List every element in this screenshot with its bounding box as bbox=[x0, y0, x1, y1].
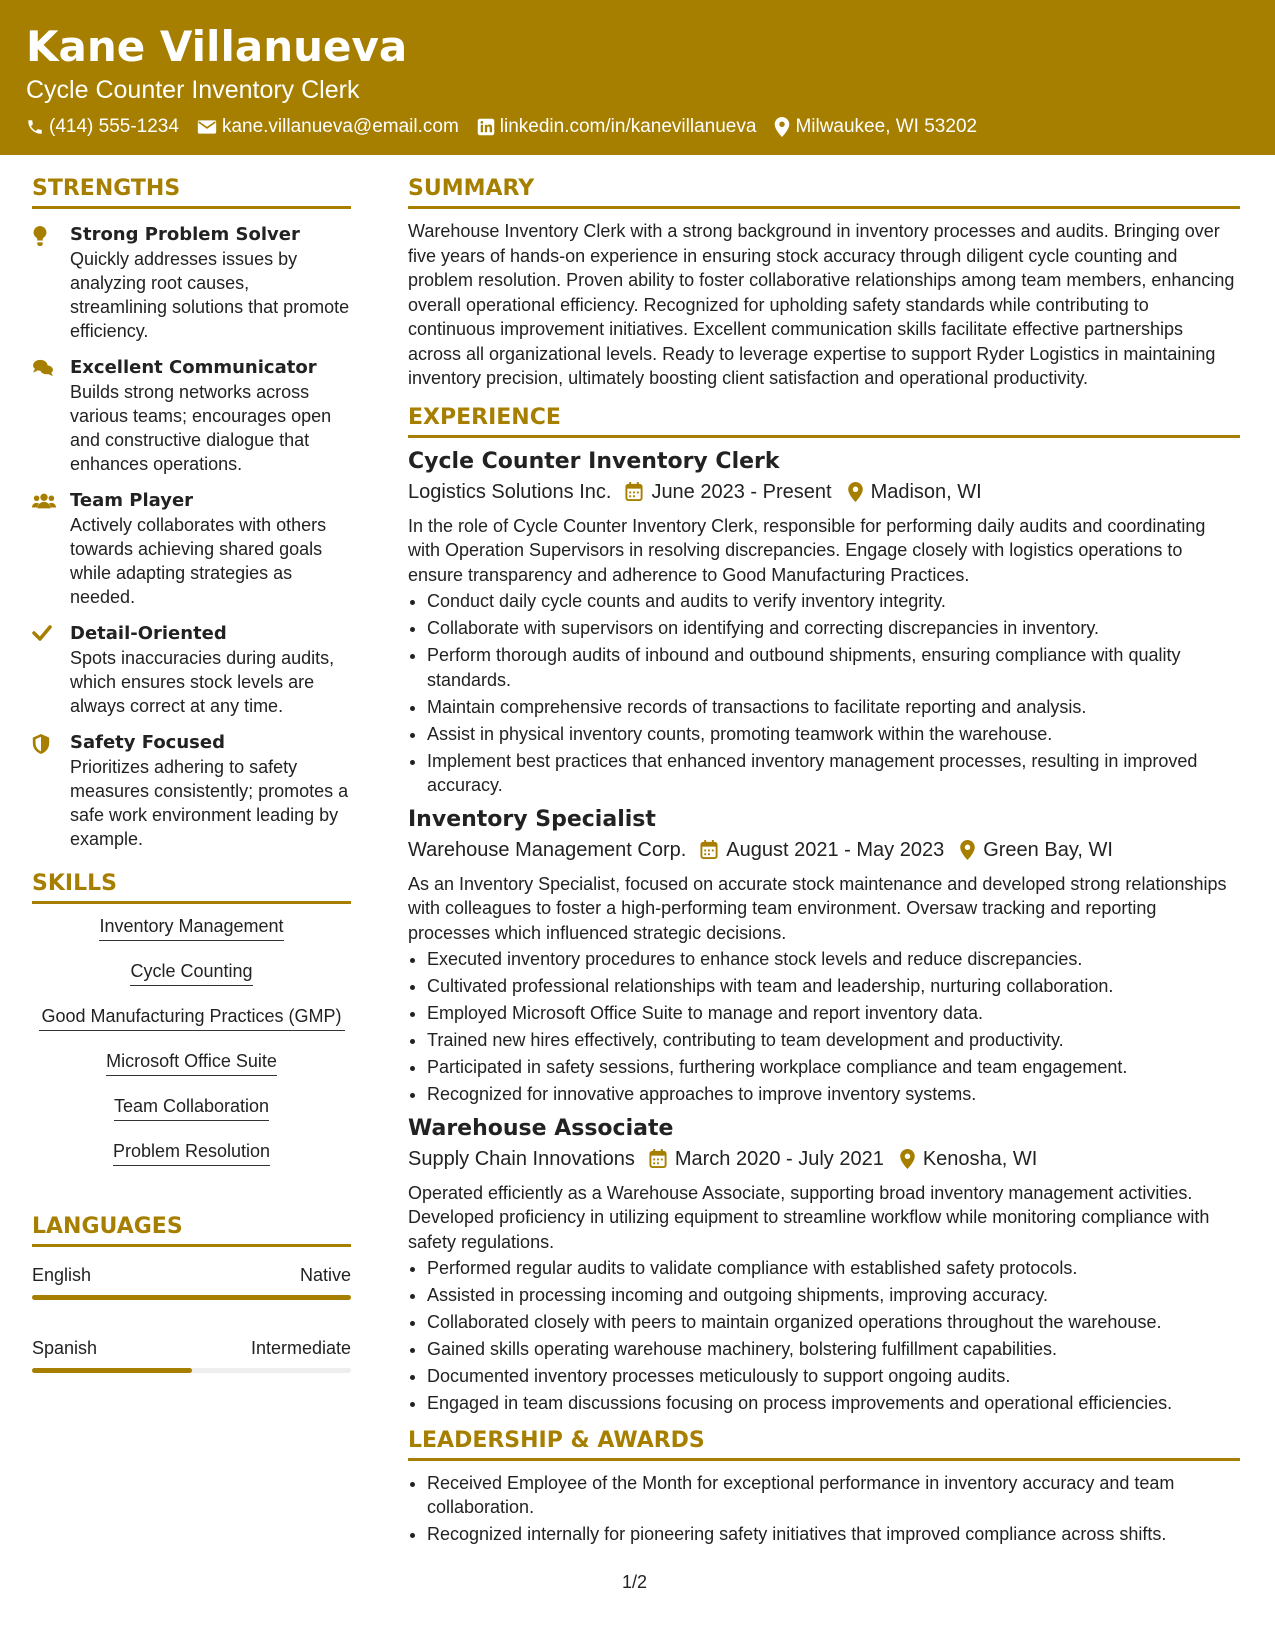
map-pin-icon bbox=[774, 117, 790, 137]
strengths-heading: STRENGTHS bbox=[32, 176, 351, 209]
contact-linkedin[interactable] bbox=[477, 116, 757, 138]
job-description: As an Inventory Specialist, focused on accurate stock maintenance and developed strong relationships with colleagues to foster a high-performing team environment. Oversaw tracking and reporting processes which influenced strategic decisions. bbox=[408, 873, 1227, 943]
job-dates: March 2020 - July 2021 bbox=[674, 1147, 884, 1170]
job-bullets bbox=[408, 1256, 1240, 1416]
candidate-role: Cycle Counter Inventory Clerk bbox=[26, 76, 360, 104]
strength-title: Excellent Communicator bbox=[70, 357, 317, 378]
map-pin-icon bbox=[848, 482, 863, 502]
job-company: Supply Chain Innovations bbox=[408, 1147, 635, 1170]
language-item bbox=[32, 1336, 351, 1373]
skill-item: Good Manufacturing Practices (GMP) bbox=[39, 1004, 345, 1031]
strength-desc: Spots inaccuracies during audits, which ensures stock levels are always correct at any time. bbox=[70, 648, 335, 716]
job-title: Cycle Counter Inventory Clerk bbox=[408, 448, 780, 474]
job-location: Madison, WI bbox=[870, 480, 982, 503]
language-name: Spanish bbox=[32, 1338, 98, 1358]
strength-desc: Prioritizes adhering to safety measures consistently; promotes a safe work environment leading by example. bbox=[70, 757, 349, 849]
linkedin-text: linkedin.com/in/kanevillanueva bbox=[499, 116, 757, 137]
location-text: Milwaukee, WI 53202 bbox=[795, 116, 978, 137]
strength-item bbox=[32, 223, 351, 343]
linkedin-icon bbox=[477, 118, 495, 136]
job-title: Inventory Specialist bbox=[408, 806, 656, 832]
job-bullets bbox=[408, 589, 1240, 798]
phone-icon bbox=[26, 118, 44, 136]
summary-text: Warehouse Inventory Clerk with a strong background in inventory processes and audits. Bringing over five years of hands-on experience in ensuring stock accuracy through diligent cycle counting and problem resolution. Proven ability to foster collaborative relationships among team members, enhancing overall operational efficiency. Recognized for upholding safety standards while contributing to continuous improvement initiatives. Excellent communication skills facilitate effective partnerships across all organizational levels. Ready to leverage expertise to support Ryder Logistics in maintaining inventory precision, ultimately boosting client satisfaction and operational productivity. bbox=[408, 221, 1235, 388]
email-text: kane.villanueva@email.com bbox=[221, 116, 459, 137]
strength-item bbox=[32, 489, 351, 609]
job-bullet: • Engaged in team discussions focusing on process improvements and operational efficiencies. bbox=[427, 1391, 1240, 1416]
map-pin-icon bbox=[900, 1149, 915, 1169]
skills-list bbox=[32, 914, 351, 1184]
awards-heading: LEADERSHIP & AWARDS bbox=[408, 1428, 1240, 1461]
strength-item bbox=[32, 731, 351, 851]
skills-heading: SKILLS bbox=[32, 871, 351, 904]
strength-item bbox=[32, 622, 351, 718]
job-entry bbox=[408, 1115, 1240, 1416]
award-item: • Recognized internally for pioneering safety initiatives that improved compliance across shifts. bbox=[427, 1522, 1240, 1547]
language-level: Native bbox=[299, 1265, 351, 1285]
job-title: Warehouse Associate bbox=[408, 1115, 674, 1141]
job-entry bbox=[408, 806, 1240, 1107]
strength-title: Detail-Oriented bbox=[70, 623, 227, 644]
candidate-name: Kane Villanueva bbox=[26, 22, 408, 71]
language-item bbox=[32, 1263, 351, 1300]
shield-icon bbox=[32, 734, 50, 754]
contact-location bbox=[774, 116, 977, 138]
left-column bbox=[32, 176, 351, 1373]
job-bullet: • Conduct daily cycle counts and audits to verify inventory integrity. bbox=[427, 589, 1240, 614]
job-bullet: • Performed regular audits to validate compliance with established safety protocols. bbox=[427, 1256, 1240, 1281]
job-location: Green Bay, WI bbox=[983, 838, 1113, 861]
job-bullet: • Perform thorough audits of inbound and outbound shipments, ensuring compliance with quality standards. bbox=[427, 643, 1240, 692]
check-icon bbox=[32, 625, 52, 641]
strength-title: Team Player bbox=[70, 490, 194, 511]
language-proficiency-fill bbox=[32, 1368, 192, 1373]
contact-bar bbox=[26, 116, 995, 138]
language-proficiency-bar bbox=[32, 1368, 351, 1373]
page-number: 1/2 bbox=[622, 1572, 648, 1592]
job-bullet: • Collaborate with supervisors on identifying and correcting discrepancies in inventory. bbox=[427, 616, 1240, 641]
job-location: Kenosha, WI bbox=[922, 1147, 1038, 1170]
language-name: English bbox=[32, 1265, 92, 1285]
calendar-icon bbox=[700, 840, 718, 859]
job-bullet: • Maintain comprehensive records of transactions to facilitate reporting and analysis. bbox=[427, 695, 1240, 720]
strength-desc: Actively collaborates with others towards achieving shared goals while adapting strategies as needed. bbox=[70, 515, 327, 607]
calendar-icon bbox=[649, 1149, 667, 1168]
award-item: • Received Employee of the Month for exceptional performance in inventory accuracy and team collaboration. bbox=[427, 1471, 1240, 1520]
job-bullet: • Participated in safety sessions, furthering workplace compliance and team engagement. bbox=[427, 1055, 1240, 1080]
right-column bbox=[408, 176, 1240, 1549]
lightbulb-icon bbox=[32, 226, 48, 246]
strength-desc: Quickly addresses issues by analyzing root causes, streamlining solutions that promote efficiency. bbox=[70, 249, 350, 341]
strength-item bbox=[32, 356, 351, 476]
job-bullets bbox=[408, 947, 1240, 1107]
skill-item: Problem Resolution bbox=[113, 1139, 270, 1166]
job-bullet: • Gained skills operating warehouse machinery, bolstering fulfillment capabilities. bbox=[427, 1337, 1240, 1362]
job-description: Operated efficiently as a Warehouse Associate, supporting broad inventory management activities. Developed proficiency in utilizing equipment to streamline workflow while monitoring compliance with safety regulations. bbox=[408, 1182, 1210, 1252]
resume-header bbox=[0, 0, 1275, 155]
job-entry bbox=[408, 448, 1240, 798]
job-bullet: • Assisted in processing incoming and outgoing shipments, improving accuracy. bbox=[427, 1283, 1240, 1308]
skill-item: Microsoft Office Suite bbox=[106, 1049, 277, 1076]
skill-item: Team Collaboration bbox=[114, 1094, 269, 1121]
experience-heading: EXPERIENCE bbox=[408, 405, 1240, 438]
languages-heading: LANGUAGES bbox=[32, 1214, 351, 1247]
comments-icon bbox=[32, 359, 54, 377]
job-company: Warehouse Management Corp. bbox=[408, 838, 687, 861]
job-dates: August 2021 - May 2023 bbox=[726, 838, 945, 861]
language-proficiency-bar bbox=[32, 1295, 351, 1300]
job-description: In the role of Cycle Counter Inventory Clerk, responsible for performing daily audits and coordinating with Operation Supervisors in resolving discrepancies. Engage closely with logistics operations to ensure transparency and adherence to Good Manufacturing Practices. bbox=[408, 515, 1206, 585]
job-bullet: • Implement best practices that enhanced inventory management processes, resulting in improved accuracy. bbox=[427, 749, 1240, 798]
envelope-icon bbox=[197, 119, 217, 135]
job-bullet: • Collaborated closely with peers to maintain organized operations throughout the warehouse. bbox=[427, 1310, 1240, 1335]
job-bullet: • Documented inventory processes meticulously to support ongoing audits. bbox=[427, 1364, 1240, 1389]
language-proficiency-fill bbox=[32, 1295, 351, 1300]
awards-list bbox=[408, 1471, 1240, 1547]
users-icon bbox=[32, 492, 56, 510]
language-level: Intermediate bbox=[250, 1338, 351, 1358]
map-pin-icon bbox=[960, 840, 975, 860]
job-company: Logistics Solutions Inc. bbox=[408, 480, 612, 503]
job-bullet: • Executed inventory procedures to enhance stock levels and reduce discrepancies. bbox=[427, 947, 1240, 972]
job-bullet: • Assist in physical inventory counts, promoting teamwork within the warehouse. bbox=[427, 722, 1240, 747]
skill-item: Cycle Counting bbox=[130, 959, 252, 986]
strength-desc: Builds strong networks across various teams; encourages open and constructive dialogue that enhances operations. bbox=[70, 382, 332, 474]
phone-text: (414) 555-1234 bbox=[49, 116, 179, 137]
contact-email[interactable] bbox=[197, 116, 459, 138]
strengths-list bbox=[32, 223, 351, 851]
strength-title: Safety Focused bbox=[70, 732, 225, 753]
summary-heading: SUMMARY bbox=[408, 176, 1240, 209]
job-bullet: • Trained new hires effectively, contributing to team development and productivity. bbox=[427, 1028, 1240, 1053]
job-bullet: • Employed Microsoft Office Suite to manage and report inventory data. bbox=[427, 1001, 1240, 1026]
job-bullet: • Recognized for innovative approaches to improve inventory systems. bbox=[427, 1082, 1240, 1107]
job-dates: June 2023 - Present bbox=[651, 480, 832, 503]
skill-item: Inventory Management bbox=[99, 914, 283, 941]
contact-phone[interactable] bbox=[26, 116, 179, 138]
job-bullet: • Cultivated professional relationships with team and leadership, nurturing collaboration. bbox=[427, 974, 1240, 999]
calendar-icon bbox=[625, 482, 643, 501]
strength-title: Strong Problem Solver bbox=[70, 224, 300, 245]
